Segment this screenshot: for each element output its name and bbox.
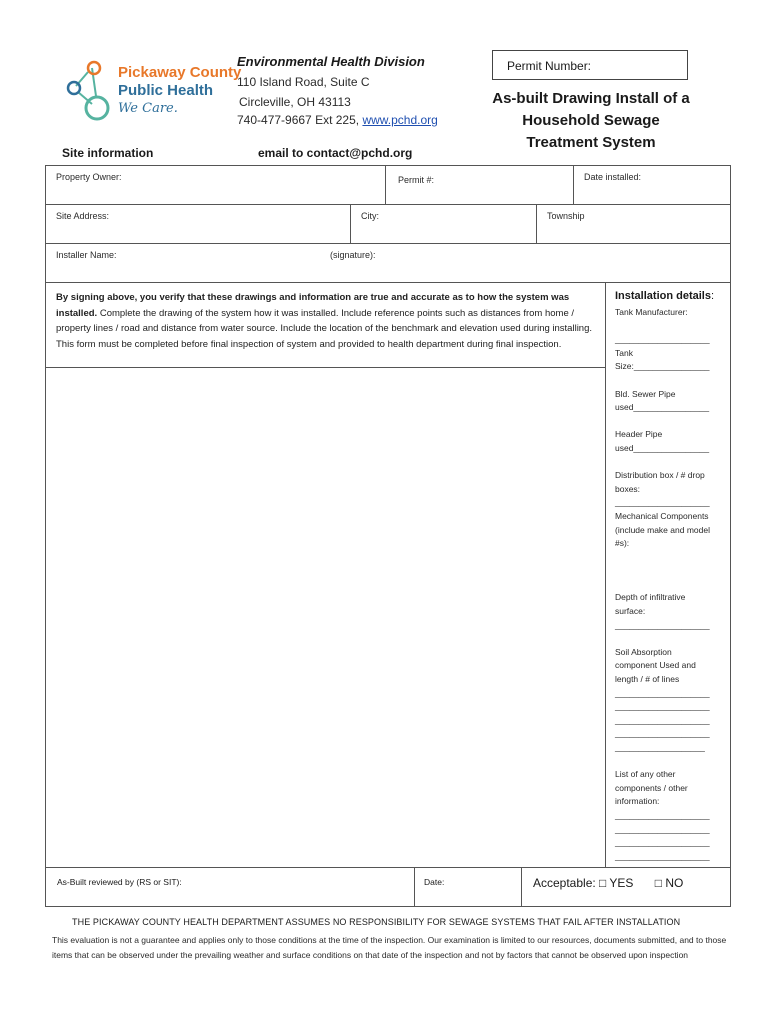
statement-divider (45, 367, 606, 368)
email-instruction: email to contact@pchd.org (258, 146, 413, 160)
review-date-label: Date: (424, 877, 445, 887)
city-field[interactable] (350, 204, 537, 244)
city-label: City: (361, 211, 379, 221)
township-label: Township (547, 211, 585, 221)
logo-name-line2: Public Health (118, 82, 214, 99)
address-line2: Circleville, OH 43113 (239, 95, 351, 109)
details-line[interactable]: ____________________ (615, 728, 710, 739)
site-address-field[interactable] (45, 204, 351, 244)
permit-number-label: Permit Number: (507, 59, 592, 73)
details-line: (include make and model (615, 524, 710, 535)
details-line[interactable]: ____________________ (615, 850, 710, 861)
property-owner-field[interactable] (45, 165, 386, 205)
details-line: information: (615, 796, 660, 807)
details-line[interactable]: ____________________ (615, 714, 710, 725)
title-line2: Household Sewage (522, 112, 660, 129)
details-line[interactable]: Size:________________ (615, 361, 710, 372)
details-line (615, 578, 727, 592)
details-title-text: Installation details (615, 290, 711, 302)
site-info-heading: Site information (62, 146, 154, 160)
details-line[interactable]: ____________________ (615, 497, 710, 508)
details-title-colon: : (710, 290, 715, 302)
connected-circles-logo-icon (66, 58, 118, 128)
details-line[interactable]: ___________________ (615, 742, 705, 752)
details-line (615, 415, 727, 429)
website-link[interactable]: www.pchd.org (362, 113, 438, 127)
drawing-area[interactable] (45, 282, 606, 868)
details-line: component Used and (615, 660, 696, 671)
property-owner-label: Property Owner: (56, 172, 122, 182)
details-line: Depth of infiltrative (615, 592, 686, 603)
permit-label: Permit #: (398, 175, 435, 185)
details-line (615, 755, 727, 769)
contact-line (237, 113, 438, 127)
township-field[interactable] (536, 204, 731, 244)
installation-details-heading (615, 290, 714, 302)
details-line: Soil Absorption (615, 646, 672, 657)
signature-label: (signature): (330, 250, 376, 260)
details-line: List of any other (615, 769, 676, 780)
acceptable-yes-checkbox[interactable]: Acceptable: □ YES (533, 876, 634, 890)
title-line3: Treatment System (526, 134, 656, 151)
installer-row (45, 243, 731, 283)
details-line: Tank Manufacturer: (615, 307, 688, 317)
date-installed-label: Date installed: (584, 172, 642, 182)
title-line1: As-built Drawing Install of a (492, 90, 690, 107)
division-name: Environmental Health Division (237, 54, 425, 69)
reviewed-by-label: As-Built reviewed by (RS or SIT): (57, 877, 182, 887)
details-line[interactable]: ____________________ (615, 701, 710, 712)
details-line (615, 564, 727, 578)
reviewed-by-field[interactable] (45, 867, 415, 907)
acceptable-no-checkbox[interactable]: □ NO (654, 876, 684, 890)
document-title (476, 88, 706, 154)
details-line (615, 456, 727, 470)
liability-disclaimer: THE PICKAWAY COUNTY HEALTH DEPARTMENT ASSUMES NO RESPONSIBILITY FOR SEWAGE SYSTEMS THAT FAIL AFTER INSTALLATION (72, 917, 681, 927)
details-line (615, 374, 727, 388)
phone-number: 740-477-9667 Ext 225, (237, 113, 363, 127)
installation-details-list[interactable] (615, 306, 727, 863)
details-line (615, 551, 727, 565)
details-line: Mechanical Components (615, 510, 709, 521)
logo-tagline: We Care. (118, 101, 178, 116)
details-line[interactable]: ____________________ (615, 809, 710, 820)
acceptable-options (533, 876, 683, 890)
statement-bold: By signing above, you verify that these drawings and information are true and accurate as to how the system was installed. (56, 292, 570, 319)
permit-number-field[interactable] (492, 50, 688, 80)
details-line[interactable]: used________________ (615, 442, 710, 453)
details-line[interactable]: ____________________ (615, 823, 710, 834)
details-line: Header Pipe (615, 429, 663, 440)
address-line1: 110 Island Road, Suite C (237, 75, 370, 89)
details-line: length / # of lines (615, 674, 680, 685)
details-line[interactable]: used________________ (615, 402, 710, 413)
details-line[interactable]: ____________________ (615, 837, 710, 848)
logo-name-line1: Pickaway County (118, 64, 242, 81)
details-line: surface: (615, 606, 646, 617)
details-line (615, 632, 727, 646)
logo (66, 58, 242, 128)
statement-text: Complete the drawing of the system how it was installed. Include reference points such as distances from home / property lines / road and distance from water source. Include the location of the benchmark and elevation used during installing. This form must be completed before final inspection of system and provided to health department during final inspection. (56, 307, 593, 350)
details-line[interactable]: ____________________ (615, 619, 710, 630)
details-line: Tank (615, 347, 633, 358)
details-line (615, 320, 727, 334)
certification-statement (56, 290, 596, 352)
site-address-label: Site Address: (56, 211, 110, 221)
date-installed-field[interactable] (573, 165, 731, 205)
details-line: components / other (615, 782, 688, 793)
details-line[interactable]: ____________________ (615, 687, 710, 698)
details-line: Bld. Sewer Pipe (615, 388, 676, 399)
installer-name-label: Installer Name: (56, 250, 117, 260)
permit-field[interactable] (385, 165, 574, 205)
details-line: boxes: (615, 483, 641, 494)
details-line[interactable]: ____________________ (615, 334, 710, 345)
inspection-footnote: This evaluation is not a guarantee and applies only to those conditions at the time of the inspection. Our examination is limited to our resources, documents submitted, and to those items that can be observed under the prevailing weather and surface conditions on that date of the inspection and not by factors that cannot be observed upon inspection (52, 935, 727, 960)
details-line: Distribution box / # drop (615, 470, 705, 481)
review-date-field[interactable] (414, 867, 522, 907)
details-line: #s): (615, 538, 630, 549)
